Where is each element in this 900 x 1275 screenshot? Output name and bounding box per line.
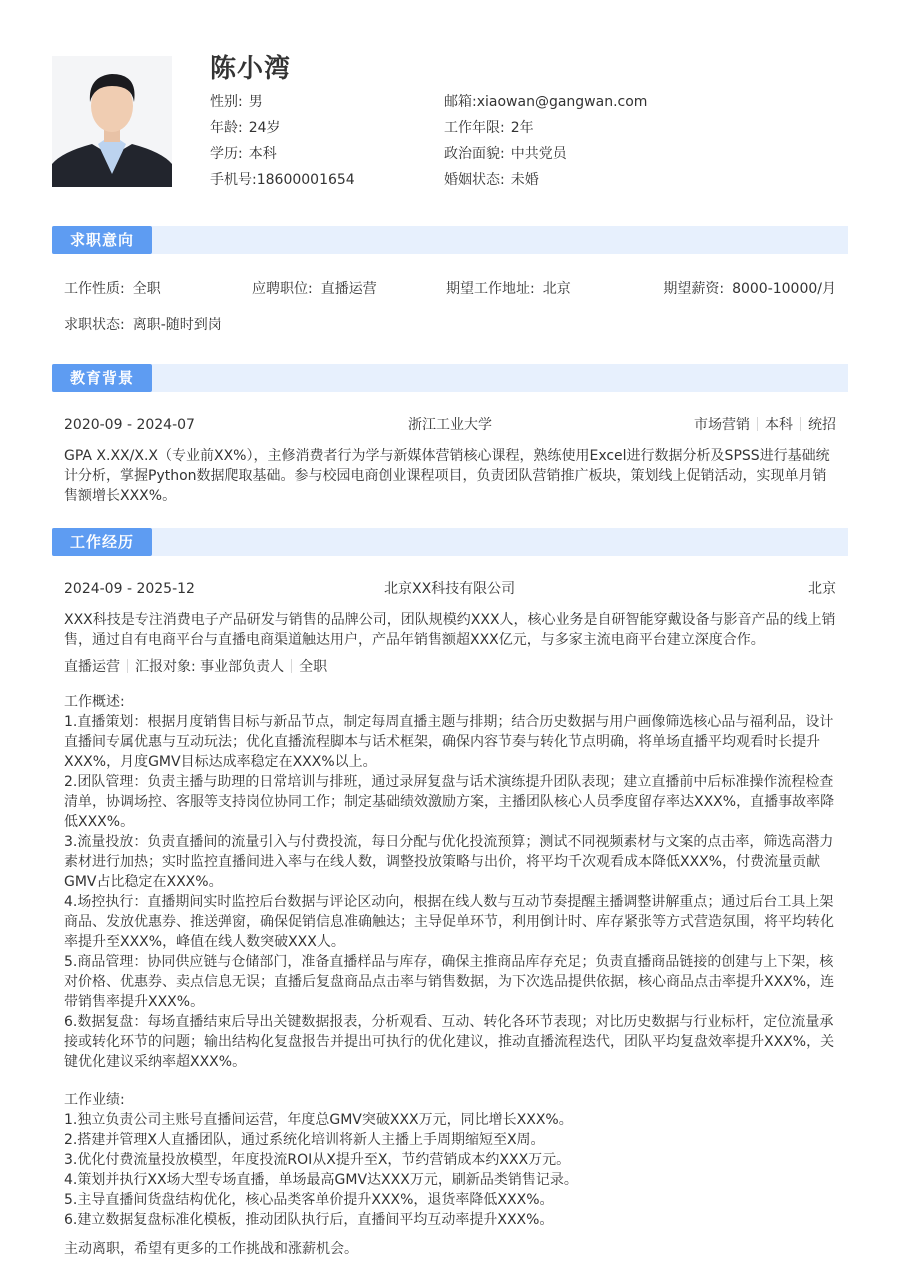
intent-status: 求职状态: 离职-随时到岗 (64, 317, 222, 333)
divider (800, 417, 801, 431)
work-employment: 全职 (299, 659, 328, 675)
divider (127, 659, 128, 673)
info-political: 政治面貌: 中共党员 (444, 146, 567, 162)
section-header-work (52, 528, 848, 556)
achievement-item: 6.建立数据复盘标准化模板，推动团队执行后，直播间平均互动率提升XXX%。 (64, 1212, 554, 1228)
overview-item: 1.直播策划：根据月度销售目标与新品节点，制定每周直播主题与排期；结合历史数据与用户画像筛选核心品与福利品，设计直播间专属优惠与互动玩法；优化直播流程脚本与话术框架，确保内容节奏与转化节点明确，将单场直播平均观看时长提升XXX%，月度GMV目标达成率稳定在XXX%以上。 (64, 714, 834, 770)
avatar-photo (52, 56, 172, 187)
section-header-intent (52, 226, 848, 254)
overview-title: 工作概述: (64, 694, 125, 710)
edu-description: GPA X.XX/X.X（专业前XX%），主修消费者行为学与新媒体营销核心课程，熟练使用Excel进行数据分析及SPSS进行基础统计分析，掌握Python数据爬取基础。参与校园电商创业课程项目，负责团队营销推广板块，策划线上促销活动，实现单月销售额增长XXX%。 (64, 448, 830, 504)
person-portrait-icon (52, 56, 172, 187)
achievement-item: 5.主导直播间货盘结构优化，核心品类客单价提升XXX%，退货率降低XXX%。 (64, 1192, 554, 1208)
divider (757, 417, 758, 431)
candidate-name: 陈小湾 (210, 54, 292, 84)
section-header-education (52, 364, 848, 392)
info-phone: 手机号:18600001654 (210, 172, 355, 188)
divider (291, 659, 292, 673)
intent-salary: 期望薪资: 8000-10000/月 (663, 281, 836, 297)
overview-item: 3.流量投放：负责直播间的流量引入与付费投流，每日分配与优化投流预算；测试不同视频素材与文案的点击率，筛选高潜力素材进行加热；实时监控直播间进入率与在线人数，调整投放策略与出价，将平均千次观看成本降低XXX%，付费流量贡献GMV占比稳定在XXX%。 (64, 834, 834, 890)
work-achievements (64, 1090, 838, 1230)
section-title-intent: 求职意向 (52, 226, 152, 254)
edu-type: 统招 (808, 417, 836, 433)
overview-item: 6.数据复盘：每场直播结束后导出关键数据报表，分析观看、互动、转化各环节表现；对比历史数据与行业标杆，定位流量承接或转化环节的问题；输出结构化复盘报告并提出可执行的优化建议，推动直播流程迭代，团队平均复盘效率提升XXX%，关键优化建议采纳率超XXX%。 (64, 1014, 835, 1070)
work-period: 2024-09 - 2025-12 (64, 581, 195, 597)
intent-job-type: 工作性质: 全职 (64, 281, 161, 297)
edu-major: 市场营销 (694, 417, 750, 433)
work-overview (64, 692, 838, 1072)
edu-meta (694, 415, 836, 435)
overview-item: 4.场控执行：直播期间实时监控后台数据与评论区动向，根据在线人数与互动节奏提醒主播调整讲解重点；通过后台工具上架商品、发放优惠券、推送弹窗，确保促销信息准确触达；主导促单环节，利用倒计时、库存紧张等方式营造氛围，将平均转化率提升至XXX%，峰值在线人数突破XXX人。 (64, 894, 834, 950)
work-company: 北京XX科技有限公司 (384, 581, 516, 597)
achievement-item: 1.独立负责公司主账号直播间运营，年度总GMV突破XXX万元，同比增长XXX%。 (64, 1112, 573, 1128)
achievement-item: 3.优化付费流量投放模型，年度投流ROI从X提升至X，节约营销成本约XXX万元。 (64, 1152, 571, 1168)
intent-position: 应聘职位: 直播运营 (252, 281, 377, 297)
section-title-education: 教育背景 (52, 364, 152, 392)
achievement-item: 2.搭建并管理X人直播团队，通过系统化培训将新人主播上手周期缩短至X周。 (64, 1132, 545, 1148)
info-work-years: 工作年限: 2年 (444, 120, 534, 136)
overview-item: 5.商品管理：协同供应链与仓储部门，准备直播样品与库存，确保主推商品库存充足；负责直播商品链接的创建与上下架，核对价格、优惠券、卖点信息无误；直播后复盘商品点击率与销售数据，为下次选品提供依据，核心商品点击率提升XXX%，连带销售率提升XXX%。 (64, 954, 835, 1010)
achievements-title: 工作业绩: (64, 1092, 125, 1108)
info-age: 年龄: 24岁 (210, 120, 281, 136)
leave-reason: 主动离职，希望有更多的工作挑战和涨薪机会。 (64, 1241, 358, 1257)
basic-info-right (444, 92, 647, 196)
work-company-description: XXX科技是专注消费电子产品研发与销售的品牌公司，团队规模约XXX人，核心业务是自研智能穿戴设备与影音产品的线上销售，通过自有电商平台与直播电商渠道触达用户，产品年销售额超XXX亿元，与多家主流电商平台建立深度合作。 (64, 612, 836, 648)
info-degree: 学历: 本科 (210, 146, 277, 162)
overview-item: 2.团队管理：负责主播与助理的日常培训与排班，通过录屏复盘与话术演练提升团队表现；建立直播前中后标准操作流程检查清单，协调场控、客服等支持岗位协同工作；制定基础绩效激励方案，主播团队核心人员季度留存率达XXX%，直播事故率降低XXX%。 (64, 774, 835, 830)
work-report-to: 汇报对象: 事业部负责人 (135, 659, 285, 675)
intent-location: 期望工作地址: 北京 (446, 281, 571, 297)
basic-info-left (210, 92, 355, 196)
info-email: 邮箱:xiaowan@gangwan.com (444, 94, 648, 110)
work-city: 北京 (808, 581, 836, 597)
work-role: 直播运营 (64, 659, 120, 675)
edu-period: 2020-09 - 2024-07 (64, 417, 195, 433)
edu-degree: 本科 (765, 417, 793, 433)
section-title-work: 工作经历 (52, 528, 152, 556)
work-role-meta (64, 657, 327, 677)
achievement-item: 4.策划并执行XX场大型专场直播，单场最高GMV达XXX万元，刷新品类销售记录。 (64, 1172, 578, 1188)
info-gender: 性别: 男 (210, 94, 263, 110)
profile-header (52, 46, 852, 196)
edu-school: 浙江工业大学 (408, 417, 492, 433)
info-marital: 婚姻状态: 未婚 (444, 172, 539, 188)
